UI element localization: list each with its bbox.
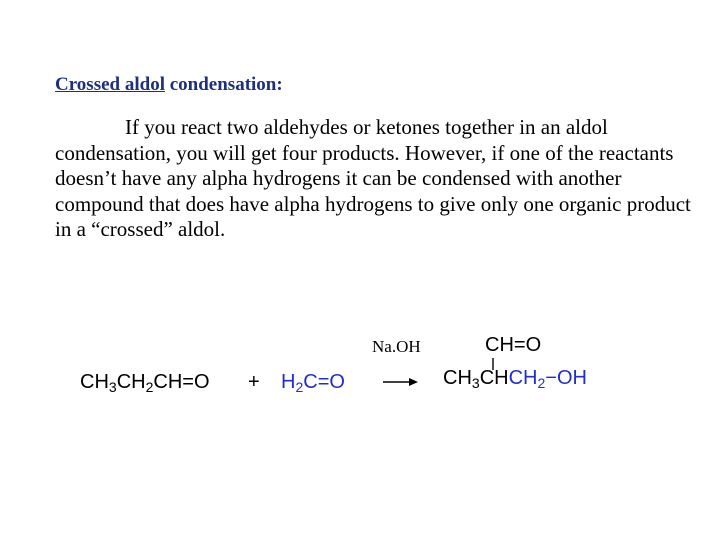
plus-sign: + — [248, 371, 260, 393]
ch3-group: CH — [80, 371, 109, 393]
section-heading — [55, 74, 283, 96]
product-ch2: CH — [508, 367, 538, 389]
ch2-group: CH — [116, 371, 146, 393]
h-atom: H — [281, 371, 296, 393]
aldehyde-group: CH=O — [153, 371, 210, 393]
product-top-aldehyde: CH=O — [485, 334, 542, 356]
reaction-arrow-icon — [383, 377, 419, 387]
heading-rest: condensation: — [164, 74, 283, 95]
reactant-formaldehyde — [281, 371, 345, 394]
product-ch2-subscript: 2 — [537, 375, 546, 391]
carbonyl-group: C=O — [303, 371, 345, 393]
h-subscript: 2 — [295, 379, 304, 395]
reagent-label: Na.OH — [372, 337, 421, 356]
ch2-subscript: 2 — [145, 379, 154, 395]
product-ch: CH — [479, 367, 509, 389]
product-ch3-subscript: 3 — [471, 375, 480, 391]
product-chain — [443, 367, 587, 390]
ch3-subscript: 3 — [108, 379, 117, 395]
reactant-propanal — [80, 371, 210, 394]
product-ch3: CH — [443, 367, 472, 389]
paragraph-text: If you react two aldehydes or ketones together in an aldol condensation, you will get four products. However, if one of the reactants doesn’t have any alpha hydrogens it can be condensed with another compound that does have alpha hydrogens to give only one organic product in a “crossed” aldol. — [55, 115, 691, 241]
product-hydroxyl: −OH — [545, 367, 587, 389]
crossed-aldol-link[interactable]: Crossed aldol — [55, 74, 165, 95]
body-paragraph — [55, 115, 705, 243]
